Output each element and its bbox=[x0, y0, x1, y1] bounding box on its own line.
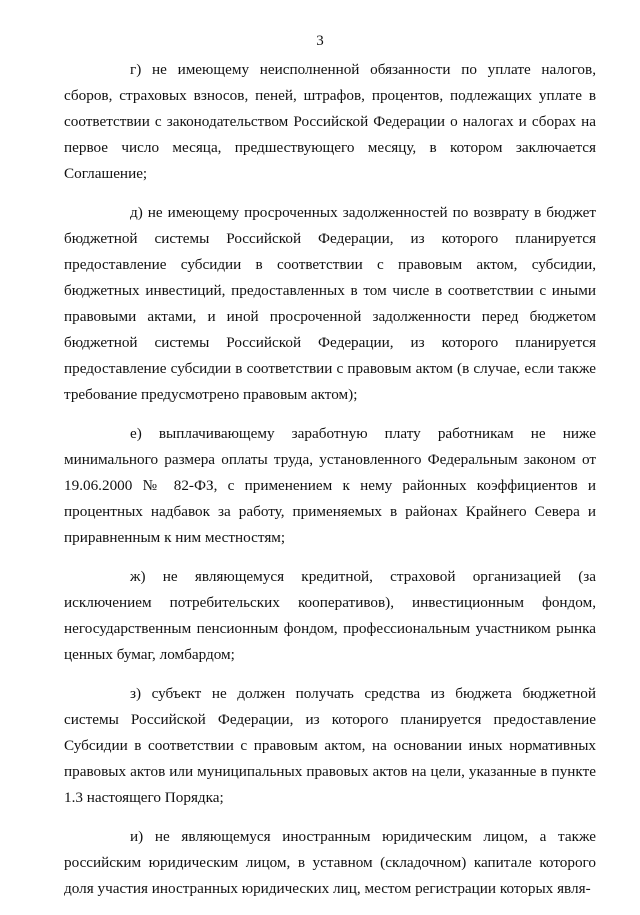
page-number: 3 bbox=[316, 33, 324, 49]
paragraph-z: з) субъект не должен получать средства из бюджета бюджетной системы Российской Федерации, из которого планируется предоставление Субсидии в соответствии с правовым актом, на основании иных нормативных правовых актов или муниципальных правовых актов на цели, указанные в пункте 1.3 настоящего Порядка; bbox=[64, 685, 596, 806]
paragraph-d: д) не имеющему просроченных задолженностей по возврату в бюджет бюджетной системы Российской Федерации, из которого планируется предоставление субсидии в соответствии с правовым актом, субсидии, бюджетных инвестиций, предоставленных в том числе в соответствии с иными правовыми актами, и иной просроченной задолженности перед бюджетом бюджетной системы Российской Федерации, из которого планируется предоставление субсидии в соответствии с правовым актом (в случае, если также требование предусмотрено правовым актом); bbox=[64, 204, 596, 403]
document-body bbox=[64, 57, 596, 915]
paragraph-g: г) не имеющему неисполненной обязанности по уплате налогов, сборов, страховых взносов, пеней, штрафов, процентов, подлежащих уплате в соответствии с законодательством Российской Федерации о налогах и сборах на первое число месяца, предшествующего месяцу, в котором заключается Соглашение; bbox=[64, 61, 596, 182]
paragraph-zh: ж) не являющемуся кредитной, страховой организацией (за исключением потребительских кооперативов), инвестиционным фондом, негосударственным пенсионным фондом, профессиональным участником рынка ценных бумаг, ломбардом; bbox=[64, 568, 596, 663]
paragraph-e: е) выплачивающему заработную плату работникам не ниже минимального размера оплаты труда, установленного Федеральным законом от 19.06.2000 № 82-ФЗ, с применением к нему районных коэффициентов и процентных надбавок за работу, применяемых в районах Крайнего Севера и приравненным к ним местностям; bbox=[64, 425, 596, 546]
paragraph-i: и) не являющемуся иностранным юридическим лицом, а также российским юридическим лицом, в уставном (складочном) капитале которого доля участия иностранных юридических лиц, местом регистрации которых явля- bbox=[64, 828, 596, 897]
